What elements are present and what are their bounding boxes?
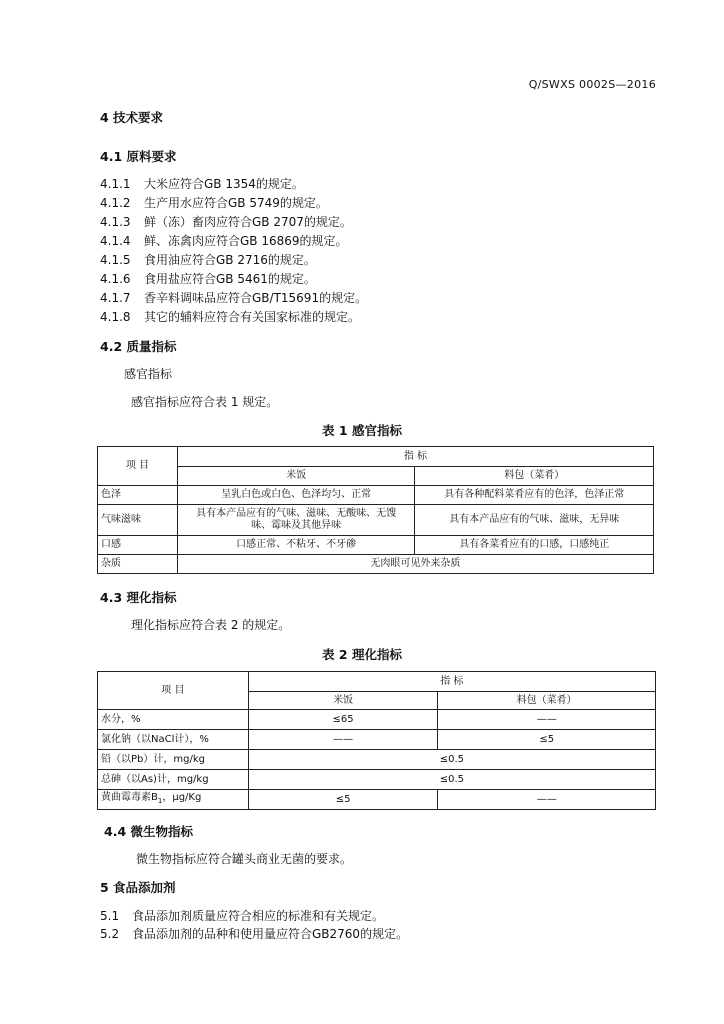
table-1-caption: 表 1 感官指标 — [322, 423, 402, 438]
table-row: 黄曲霉毒素$B_1$，μg/Kg ≤5 —— — [98, 790, 656, 810]
section-4-2-title: 4.2 质量指标 — [100, 339, 177, 354]
list-item: 4.1.5 食用油应符合GB 2716的规定。 — [100, 253, 316, 267]
list-item: 4.1.2 生产用水应符合GB 5749的规定。 — [100, 196, 328, 210]
table-row: 水分，% ≤65 —— — [98, 710, 656, 730]
table-row: 气味滋味 具有本产品应有的气味、滋味、无酸味、无馊 味、霉味及其他异味 具有本产品应有的气味、滋味，无异味 — [98, 505, 654, 536]
table-header-item: 项 目 — [98, 447, 178, 486]
subsection-label: 感官指标 — [124, 367, 173, 381]
table-header-pack: 料包（菜肴） — [415, 467, 654, 486]
paragraph: 理化指标应符合表 2 的规定。 — [131, 618, 291, 632]
table-header-index: 指 标 — [248, 672, 655, 692]
section-4-title: 4 技术要求 — [100, 110, 164, 125]
section-5-title: 5 食品添加剂 — [100, 880, 176, 895]
list-item: 4.1.1 大米应符合GB 1354的规定。 — [100, 177, 304, 191]
list-item: 4.1.6 食用盐应符合GB 5461的规定。 — [100, 272, 316, 286]
paragraph: 微生物指标应符合罐头商业无菌的要求。 — [136, 852, 353, 866]
document-code: Q/SWXS 0002S—2016 — [528, 78, 656, 91]
list-item: 4.1.8 其它的辅料应符合有关国家标准的规定。 — [100, 310, 361, 324]
table-row: 杂质 无肉眼可见外来杂质 — [98, 555, 654, 574]
table-row: 总砷（以As)计，mg/kg ≤0.5 — [98, 770, 656, 790]
list-item: 5.1 食品添加剂质量应符合相应的标准和有关规定。 — [100, 909, 385, 923]
table-1-sensory — [97, 446, 654, 574]
table-header-index: 指 标 — [177, 447, 653, 467]
list-item: 5.2 食品添加剂的品种和使用量应符合GB2760的规定。 — [100, 927, 409, 941]
section-4-1-title: 4.1 原料要求 — [100, 149, 177, 164]
paragraph: 感官指标应符合表 1 规定。 — [131, 395, 279, 409]
table-header-rice: 米饭 — [177, 467, 415, 486]
section-4-4-title: 4.4 微生物指标 — [104, 824, 193, 839]
table-header-rice: 米饭 — [248, 692, 438, 710]
list-item: 4.1.7 香辛料调味品应符合GB/T15691的规定。 — [100, 291, 368, 305]
section-4-3-title: 4.3 理化指标 — [100, 590, 177, 605]
table-header-item: 项 目 — [98, 672, 249, 710]
list-item: 4.1.3 鲜（冻）畜肉应符合GB 2707的规定。 — [100, 215, 352, 229]
table-2-caption: 表 2 理化指标 — [322, 647, 402, 662]
table-row: 口感 口感正常、不粘牙、不牙碜 具有各菜肴应有的口感，口感纯正 — [98, 536, 654, 555]
table-row: 铅（以Pb）计，mg/kg ≤0.5 — [98, 750, 656, 770]
table-2-physicochemical — [97, 671, 656, 810]
table-header-pack: 料包（菜肴） — [438, 692, 656, 710]
list-item: 4.1.4 鲜、冻禽肉应符合GB 16869的规定。 — [100, 234, 348, 248]
table-row: 氯化钠（以NaCl计），% —— ≤5 — [98, 730, 656, 750]
table-row: 色泽 呈乳白色或白色、色泽均匀、正常 具有各种配料菜肴应有的色泽，色泽正常 — [98, 486, 654, 505]
